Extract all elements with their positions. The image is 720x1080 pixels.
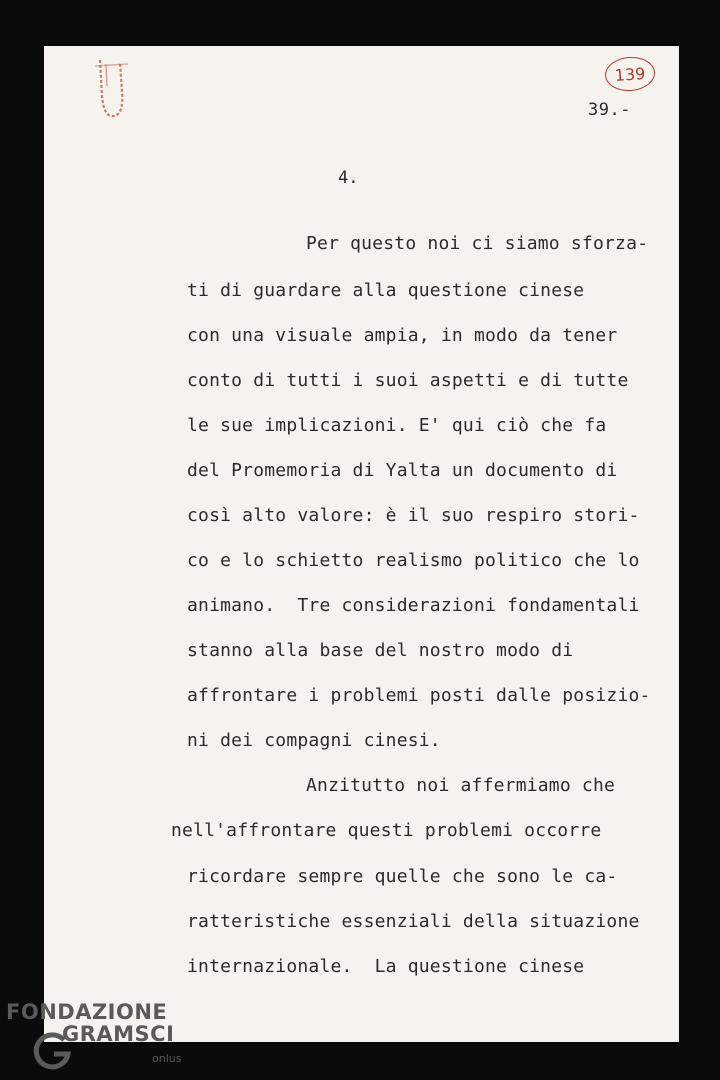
archive-stamp: 139	[604, 55, 656, 92]
text-line: con una visuale ampia, in modo da tener	[187, 325, 618, 346]
text-line: co e lo schietto realismo politico che lo	[187, 550, 640, 571]
paperclip-rust-mark	[92, 56, 130, 122]
text-line: conto di tutti i suoi aspetti e di tutte	[187, 370, 629, 391]
text-line: internazionale. La questione cinese	[187, 956, 585, 977]
watermark-line1: FONDAZIONE	[6, 1000, 168, 1024]
text-line: ti di guardare alla questione cinese	[187, 280, 585, 301]
watermark-line3: onlus	[152, 1052, 182, 1065]
text-line: ricordare sempre quelle che sono le ca-	[187, 866, 618, 887]
text-line: stanno alla base del nostro modo di	[187, 640, 574, 661]
fondazione-gramsci-watermark	[6, 1000, 191, 1078]
text-line: ratteristiche essenziali della situazione	[187, 911, 640, 932]
text-line: nell'affrontare questi problemi occorre	[171, 820, 602, 841]
text-line: le sue implicazioni. E' qui ciò che fa	[187, 415, 607, 436]
page-number: 39.-	[588, 100, 631, 120]
document-sheet	[44, 46, 679, 1042]
text-line: animano. Tre considerazioni fondamentali	[187, 595, 640, 616]
watermark-line2: GRAMSCI	[62, 1022, 175, 1046]
text-line: del Promemoria di Yalta un documento di	[187, 460, 618, 481]
text-line: affrontare i problemi posti dalle posizio-	[187, 685, 651, 706]
text-line: ni dei compagni cinesi.	[187, 730, 441, 751]
text-line: Anzitutto noi affermiamo che	[306, 775, 616, 796]
text-line: così alto valore: è il suo respiro stori-	[187, 505, 640, 526]
section-number: 4.	[338, 168, 359, 188]
text-line: Per questo noi ci siamo sforza-	[306, 233, 649, 254]
